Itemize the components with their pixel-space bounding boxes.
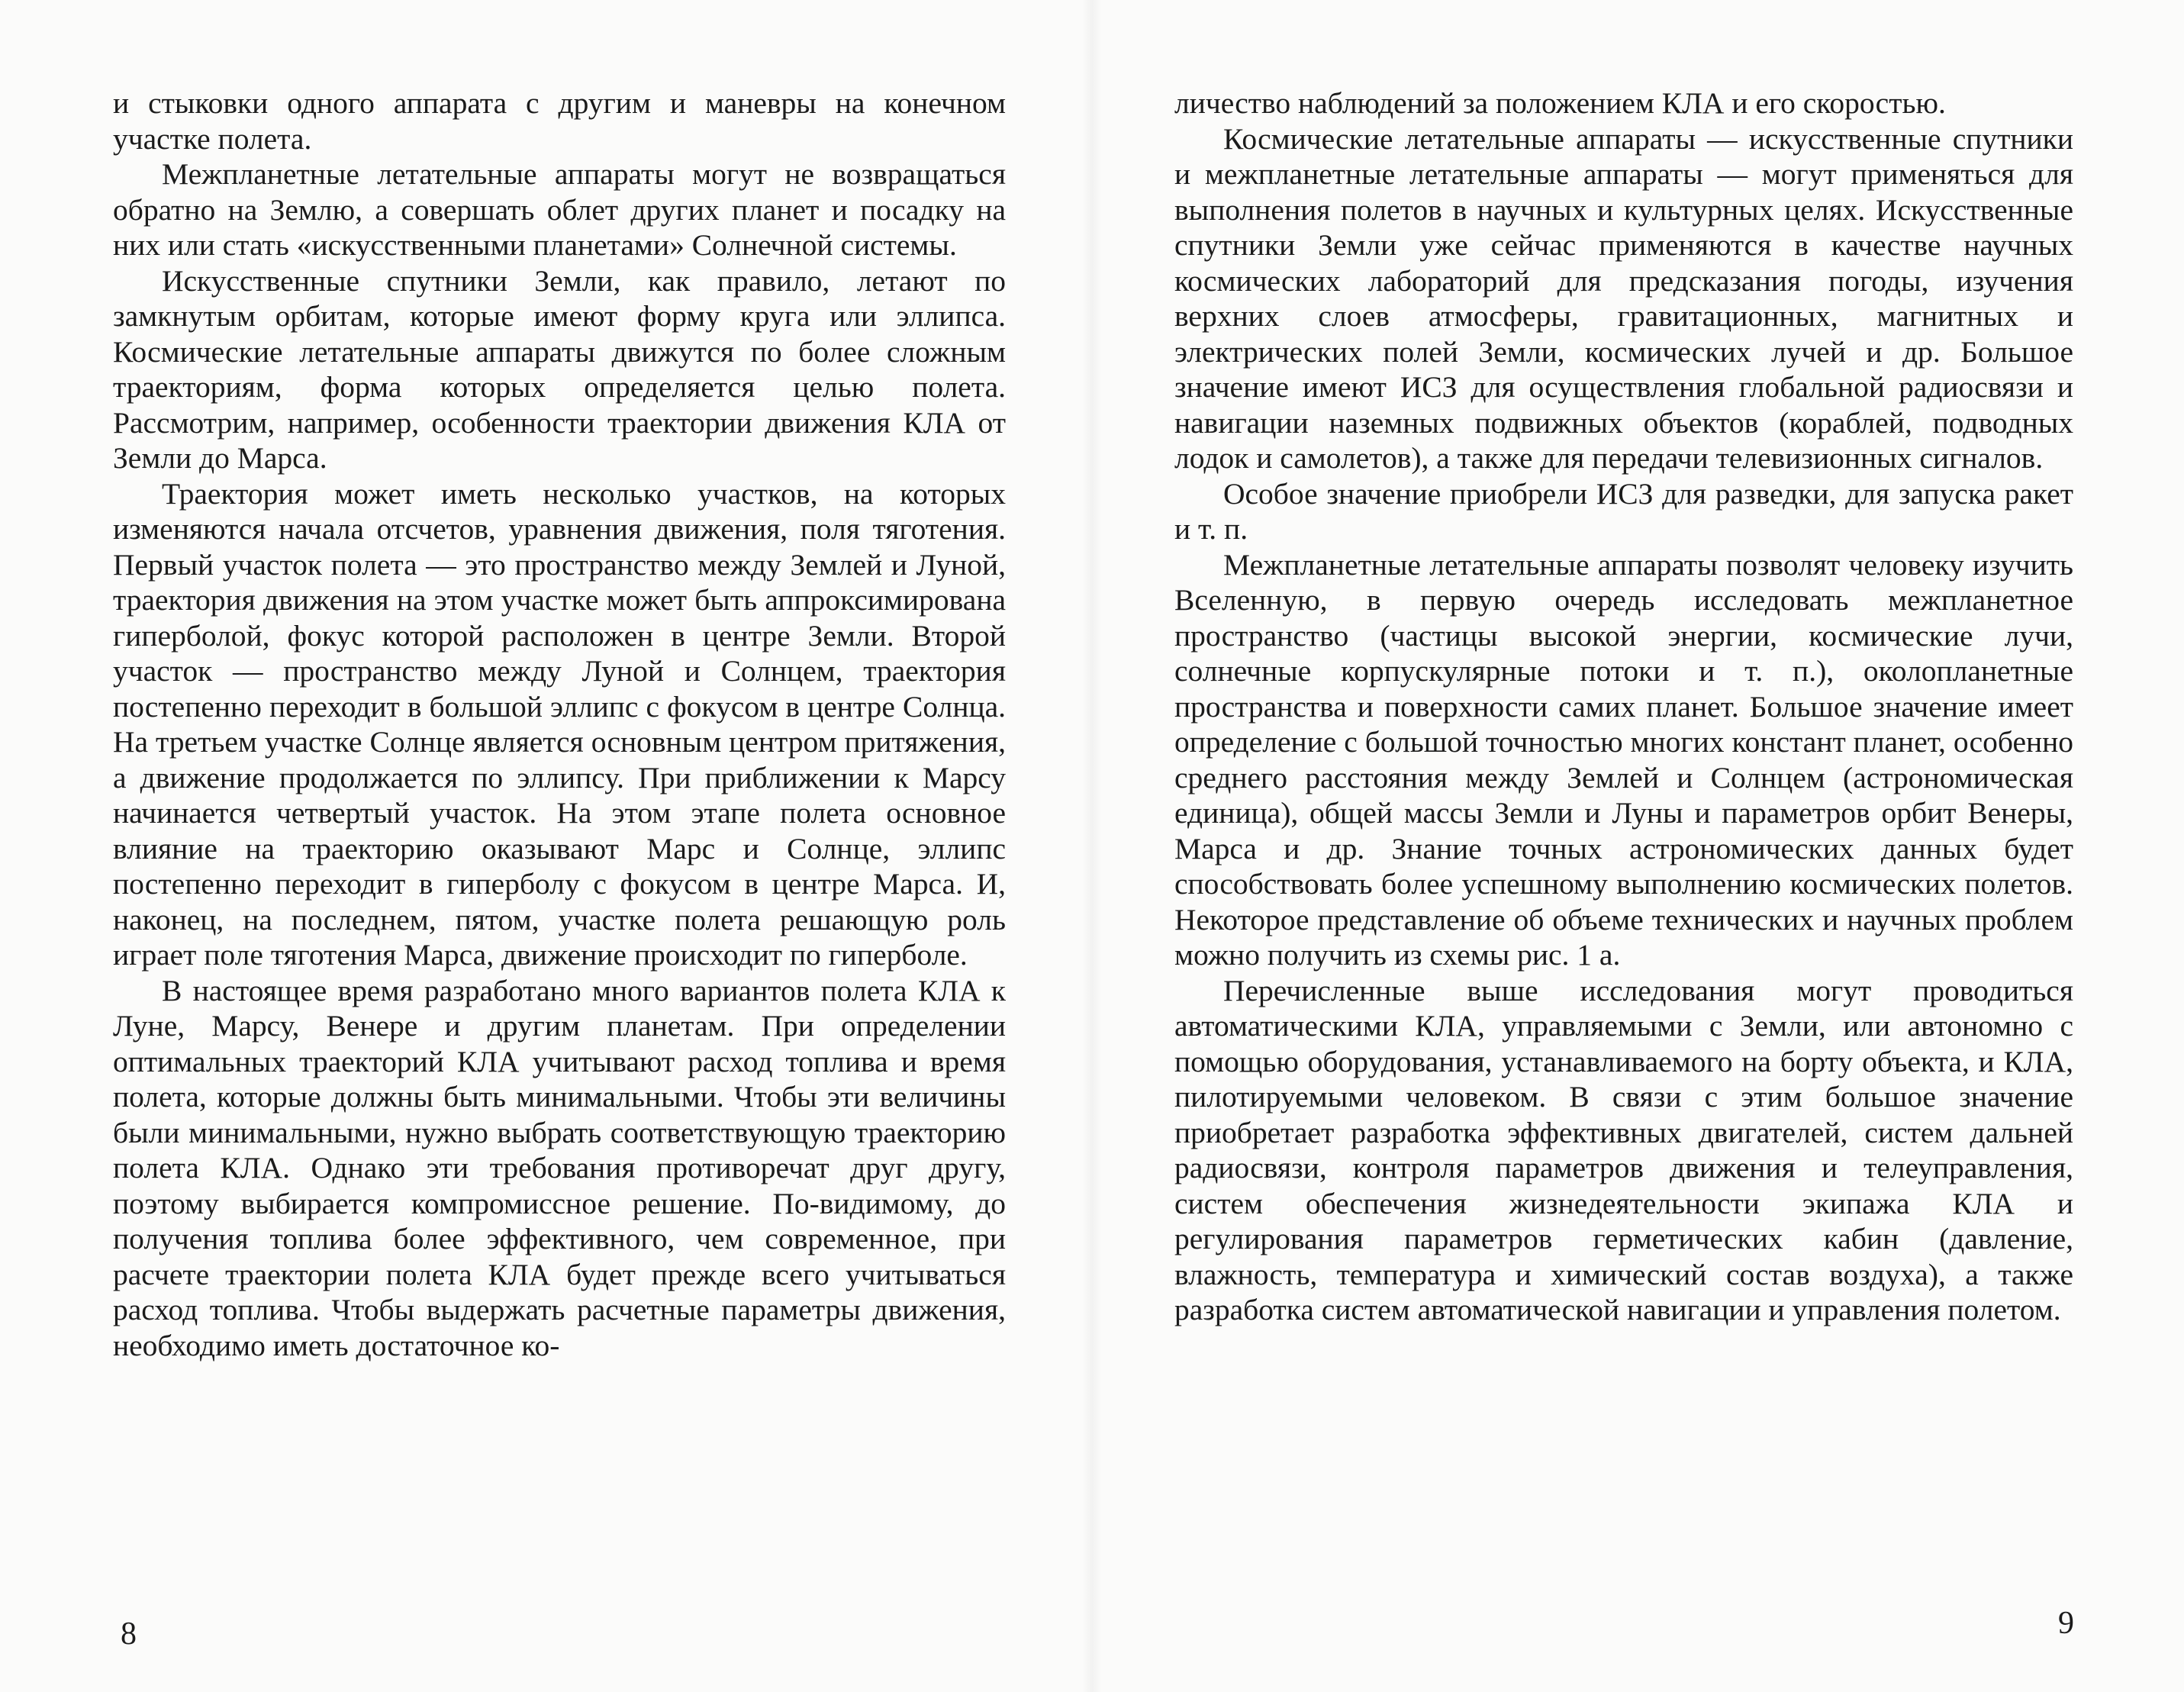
left-text-column xyxy=(113,85,1006,1363)
right-text-column xyxy=(1174,85,2073,1328)
paragraph: Траектория может иметь несколько участков, на которых изменяются начала отсчетов, уравнения движения, поля тяготения. Первый участок полета — это пространство между Землей и Луной, траектория движения на этом участке может быть аппроксимирована гиперболой, фокус которой расположен в центре Земли. Второй участок — пространство между Луной и Солнцем, траектория постепенно переходит в большой эллипс с фокусом в центре Солнца. На третьем участке Солнце является основным центром притяжения, а движение продолжается по эллипсу. При приближении к Марсу начинается четвертый участок. На этом этапе полета основное влияние на траекторию оказывают Марс и Солнце, эллипс постепенно переходит в гиперболу с фокусом в центре Марса. И, наконец, на последнем, пятом, участке полета решающую роль играет поле тяготения Марса, движение происходит по гиперболе. xyxy=(113,476,1006,972)
paragraph: Межпланетные летательные аппараты позволят человеку изучить Вселенную, в первую очередь исследовать межпланетное пространство (частицы высокой энергии, космические лучи, солнечные корпускулярные потоки и т. п.), околопланетные пространства и поверхности самих планет. Большое значение имеет определение с большой точностью многих констант планет, особенно среднего расстояния между Землей и Солнцем (астрономическая единица), общей массы Земли и Луны и параметров орбит Венеры, Марса и др. Знание точных астрономических данных будет способствовать более успешному выполнению космических полетов. Некоторое представление об объеме технических и научных проблем можно получить из схемы рис. 1 а. xyxy=(1174,547,2073,972)
paragraph: Искусственные спутники Земли, как правило, летают по замкнутым орбитам, которые имеют форму круга или эллипса. Космические летательные аппараты движутся по более сложным траекториям, форма которых определяется целью полета. Рассмотрим, например, особенности траектории движения КЛА от Земли до Марса. xyxy=(113,263,1006,475)
paragraph: личество наблюдений за положением КЛА и его скоростью. xyxy=(1174,86,1946,120)
paragraph: Перечисленные выше исследования могут проводиться автоматическими КЛА, управляемыми с Земли, или автономно с помощью оборудования, устанавливаемого на борту объекта, и КЛА, пилотируемыми человеком. В связи с этим большое значение приобретает разработка эффективных двигателей, систем дальней радиосвязи, контроля параметров движения и телеуправления, систем обеспечения жизнедеятельности экипажа КЛА и регулирования параметров герметических кабин (давление, влажность, температура и химический состав воздуха), а также разработка систем автоматической навигации и управления полетом. xyxy=(1174,973,2073,1326)
right-page xyxy=(1092,0,2184,1692)
paragraph: Межпланетные летательные аппараты могут не возвращаться обратно на Землю, а совершать облет других планет и посадку на них или стать «искусственными планетами» Солнечной системы. xyxy=(113,157,1006,262)
paragraph: Космические летательные аппараты — искусственные спутники и межпланетные летательные аппараты — могут применяться для выполнения полетов в научных и культурных целях. Искусственные спутники Земли уже сейчас применяются в качестве научных космических лабораторий для предсказания погоды, изучения верхних слоев атмосферы, гравитационных, магнитных и электрических полей Земли, космических лучей и др. Большое значение имеют ИСЗ для осуществления глобальной радиосвязи и навигации наземных подвижных объектов (кораблей, подводных лодок и самолетов), а также для передачи телевизионных сигналов. xyxy=(1174,121,2073,475)
paragraph: Особое значение приобрели ИСЗ для разведки, для запуска ракет и т. п. xyxy=(1174,476,2073,546)
page-number-right: 9 xyxy=(2058,1606,2074,1641)
paragraph: В настоящее время разработано много вариантов полета КЛА к Луне, Марсу, Венере и другим планетам. При определении оптимальных траекторий КЛА учитывают расход топлива и время полета, которые должны быть минимальными. Чтобы эти величины были минимальными, нужно выбрать соответствующую траекторию полета КЛА. Однако эти требования противоречат друг другу, поэтому выбирается компромиссное решение. По-видимому, до получения топлива более эффективного, чем современное, при расчете траектории полета КЛА будет прежде всего учитываться расход топлива. Чтобы выдержать расчетные параметры движения, необходимо иметь достаточное ко- xyxy=(113,973,1006,1362)
page-number-left: 8 xyxy=(121,1616,137,1652)
paragraph: и стыковки одного аппарата с другим и маневры на конечном участке полета. xyxy=(113,86,1006,156)
